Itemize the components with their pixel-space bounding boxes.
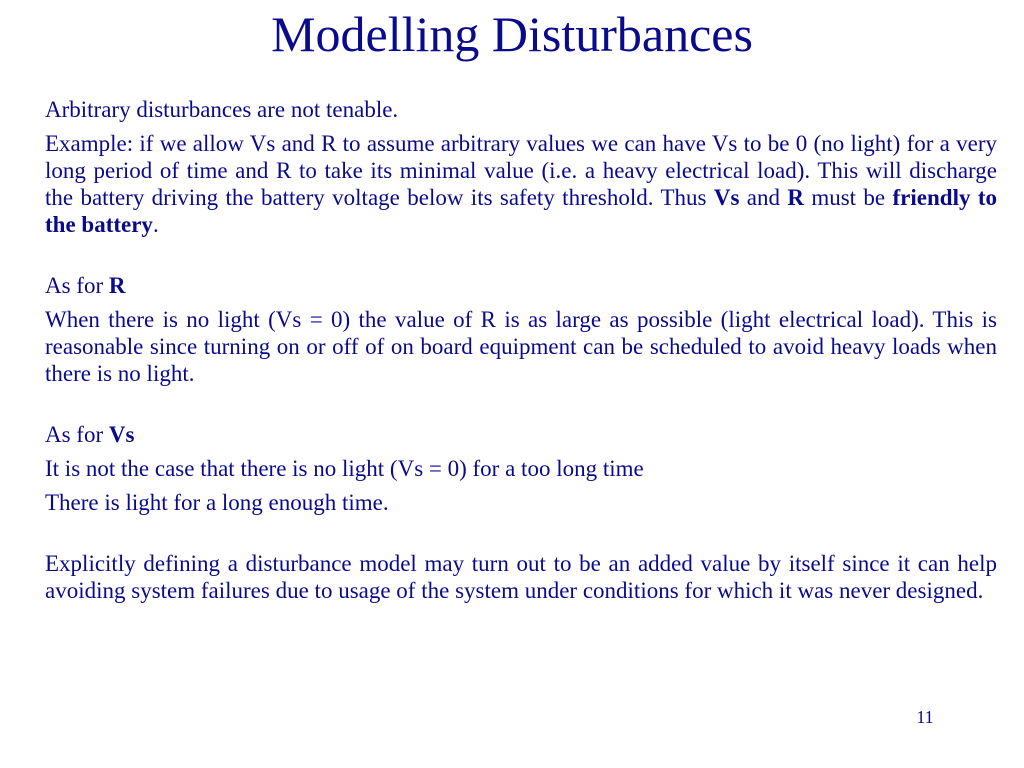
example-text-must-be: must be [803,185,893,210]
r-heading-bold: R [108,273,126,298]
r-heading-prefix: As for [45,273,109,298]
vs-heading-bold: Vs [108,422,135,447]
conclusion-paragraph: Explicitly defining a disturbance model may turn out to be an added value by itself since it can help avoiding system failures due to usage of the system under conditions for which it was never designed. [45,551,997,603]
page-number: 11 [916,707,934,727]
slide-content [45,96,997,611]
r-paragraph: When there is no light (Vs = 0) the value of R is as large as possible (light electrical load). This is reasonable since turning on or off of on board equipment can be scheduled to avoid heavy loads when there is no light. [45,307,997,386]
vs-heading [45,421,997,448]
example-text-and: and [739,185,788,210]
vs-line-2: There is light for a long enough time. [45,490,389,515]
example-bold-vs: Vs [713,185,740,210]
vs-heading-prefix: As for [45,422,109,447]
vs-line-1: It is not the case that there is no light (Vs = 0) for a too long time [45,456,644,481]
example-bold-r: R [787,185,804,210]
example-text: Example: if we allow Vs and R to assume arbitrary values we can have Vs to be 0 (no light) for a very long period of time and R to take its minimal value (i.e. a heavy electrical load). This will discharge the battery driving the battery voltage below its safety threshold. Thus [45,131,997,210]
example-paragraph [45,130,997,238]
example-bold-friendly: friendly to the battery [45,185,997,237]
r-heading [45,272,997,299]
intro-paragraph: Arbitrary disturbances are not tenable. [45,97,399,122]
example-text-end: . [152,212,159,237]
slide-title: Modelling Disturbances [271,6,753,62]
